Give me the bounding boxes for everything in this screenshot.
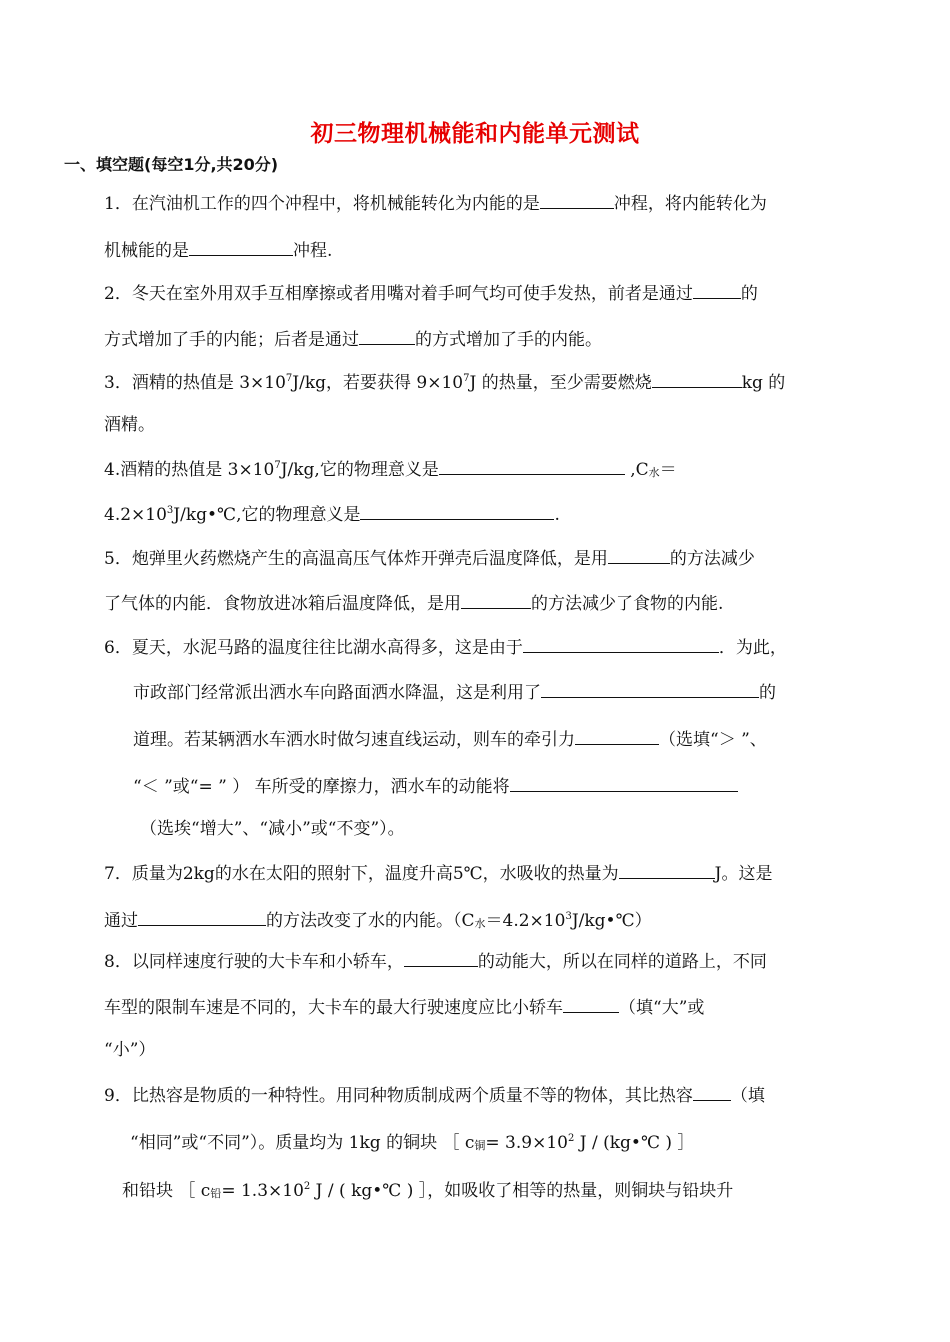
answer-blank[interactable] [359, 326, 415, 345]
question-9-line-2: “相同”或“不同”）。质量均为 1kg 的铜块 ［ $c_铜= 3.9\times 10^2$ J / (kg•℃ ) ］ [130, 1133, 695, 1153]
answer-blank[interactable] [540, 190, 614, 209]
question-3-line-2: 酒精。 [104, 415, 155, 435]
question-7-line-1: 7．质量为2kg的水在太阳的照射下，温度升高5℃，水吸收的热量为 J。这是 [104, 860, 772, 885]
question-7-line-2: 通过 的方法改变了水的内能。$(C_水=4.2\times 10^3J/kg•℃)$ [104, 906, 652, 935]
question-6-line-3: 道理。若某辆洒水车洒水时做匀速直线运动，则车的牵引力 （选填“＞ ”、 [133, 726, 767, 751]
answer-blank[interactable] [138, 907, 266, 926]
question-8-line-3: “小”） [104, 1040, 156, 1060]
answer-blank[interactable] [461, 590, 531, 609]
answer-blank[interactable] [541, 679, 759, 698]
answer-blank[interactable] [619, 860, 715, 879]
question-4-line-1: 4.酒精的热值是 $3\times 10^7J/kg$,它的物理意义是 $,C_水=$ [104, 455, 677, 484]
page-title: 初三物理机械能和内能单元测试 [310, 121, 640, 147]
answer-blank[interactable] [575, 726, 659, 745]
answer-blank[interactable] [523, 634, 719, 653]
answer-blank[interactable] [510, 773, 738, 792]
answer-blank[interactable] [360, 501, 554, 520]
answer-blank[interactable] [693, 280, 741, 299]
answer-blank[interactable] [563, 994, 619, 1013]
answer-blank[interactable] [608, 545, 670, 564]
question-6-line-5: （选埃“增大”、“减小”或“不变”）。 [140, 819, 405, 839]
question-8-line-2: 车型的限制车速是不同的，大卡车的最大行驶速度应比小轿车 （填“大”或 [104, 994, 704, 1019]
question-6-line-1: 6．夏天，水泥马路的温度往往比湖水高得多，这是由于 ．为此， [104, 634, 787, 659]
question-2-line-2: 方式增加了手的内能；后者是通过 的方式增加了手的内能。 [104, 326, 602, 351]
question-9-line-1: 9．比热容是物质的一种特性。用同种物质制成两个质量不等的物体，其比热容 （填 [104, 1082, 765, 1107]
answer-blank[interactable] [652, 369, 742, 388]
answer-blank[interactable] [439, 456, 625, 475]
question-4-line-2: $4.2\times 10^3J/kg•℃$,它的物理意义是 . [104, 500, 560, 526]
question-5-line-2: 了气体的内能．食物放进冰箱后温度降低，是用 的方法减少了食物的内能. [104, 590, 723, 615]
section-heading: 一、填空题(每空1分,共20分) [64, 155, 279, 174]
question-6-line-4: “＜ ”或“= ” ） 车所受的摩擦力，洒水车的动能将 [133, 773, 738, 798]
question-5-line-1: 5．炮弹里火药燃烧产生的高温高压气体炸开弹壳后温度降低，是用 的方法减少 [104, 545, 755, 570]
question-6-line-2: 市政部门经常派出洒水车向路面洒水降温，这是利用了 的 [133, 679, 776, 704]
question-8-line-1: 8．以同样速度行驶的大卡车和小轿车， 的动能大，所以在同样的道路上，不同 [104, 948, 767, 973]
question-3-line-1: 3．酒精的热值是 $3\times 10^7J/kg$，若要获得 $9\times 10^7J$ 的热量，至少需要燃烧 kg 的 [104, 368, 785, 394]
answer-blank[interactable] [693, 1082, 731, 1101]
question-1-line-1: 1．在汽油机工作的四个冲程中，将机械能转化为内能的是 冲程，将内能转化为 [104, 190, 767, 215]
answer-blank[interactable] [404, 948, 478, 967]
answer-blank[interactable] [189, 237, 293, 256]
question-9-line-3: 和铅块 ［ $c_铅= 1.3\times 10^2$ J / ( kg•℃ ) ］，如吸收了相等的热量，则铜块与铅块升 [122, 1181, 734, 1201]
question-2-line-1: 2．冬天在室外用双手互相摩擦或者用嘴对着手呵气均可使手发热，前者是通过 的 [104, 280, 758, 305]
question-1-line-2: 机械能的是 冲程. [104, 237, 332, 262]
